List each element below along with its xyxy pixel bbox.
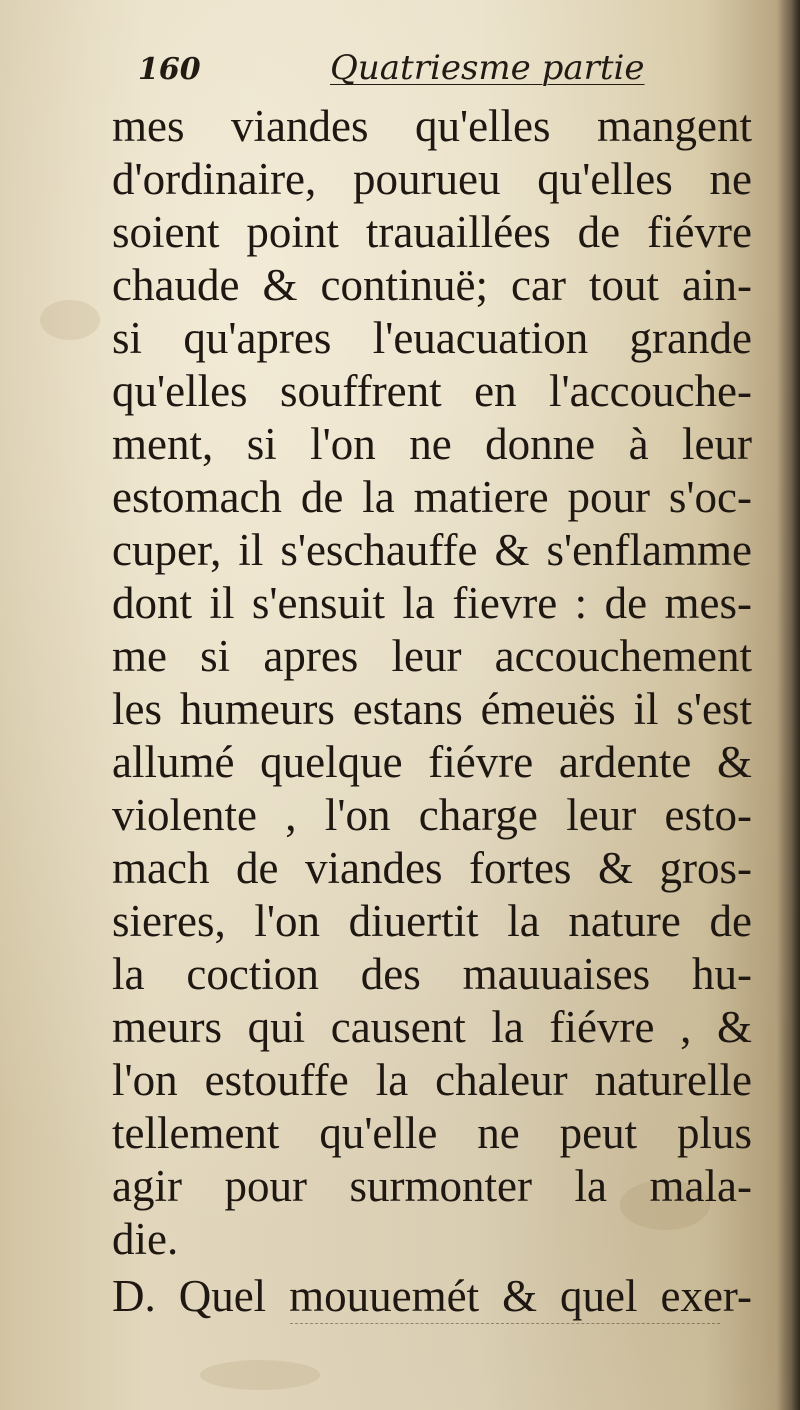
- text-line: me si apres leur accouchement: [112, 631, 752, 681]
- text-line: mach de viandes fortes & gros-: [112, 843, 752, 893]
- text-line: estomach de la matiere pour s'oc-: [112, 472, 752, 522]
- text-line: sieres, l'on diuertit la nature de: [112, 896, 752, 946]
- text-line: mes viandes qu'elles mangent: [112, 101, 752, 151]
- paper-stain: [200, 1360, 320, 1390]
- text-line: si qu'apres l'euacuation grande: [112, 313, 752, 363]
- text-line: les humeurs estans émeuës il s'est: [112, 684, 752, 734]
- text-line: l'on estouffe la chaleur naturelle: [112, 1055, 752, 1105]
- page-header: [0, 44, 800, 100]
- text-line: allumé quelque fiévre ardente &: [112, 737, 752, 787]
- text-line: la coction des mauuaises hu-: [112, 949, 752, 999]
- text-line: chaude & continuë; car tout ain-: [112, 260, 752, 310]
- paper-stain: [40, 300, 100, 340]
- catchword-rule: [290, 1323, 720, 1324]
- text-line: soient point trauaillées de fiévre: [112, 207, 752, 257]
- text-line: qu'elles souffrent en l'accouche-: [112, 366, 752, 416]
- body-text: [112, 100, 752, 1323]
- page-edge-shadow: [778, 0, 800, 1410]
- running-head: Quatriesme partie: [330, 48, 645, 88]
- text-line: violente , l'on charge leur esto-: [112, 790, 752, 840]
- text-line: cuper, il s'eschauffe & s'enflamme: [112, 525, 752, 575]
- text-line: agir pour surmonter la mala-: [112, 1161, 752, 1211]
- text-line: meurs qui causent la fiévre , &: [112, 1002, 752, 1052]
- page-number: 160: [138, 52, 201, 87]
- text-line: ment, si l'on ne donne à leur: [112, 419, 752, 469]
- text-line: d'ordinaire, pourueu qu'elles ne: [112, 154, 752, 204]
- text-line: die.: [112, 1214, 179, 1264]
- text-line: tellement qu'elle ne peut plus: [112, 1108, 752, 1158]
- question-line: D. Quel mouuemét & quel exer-: [112, 1271, 752, 1321]
- text-line: dont il s'ensuit la fievre : de mes-: [112, 578, 752, 628]
